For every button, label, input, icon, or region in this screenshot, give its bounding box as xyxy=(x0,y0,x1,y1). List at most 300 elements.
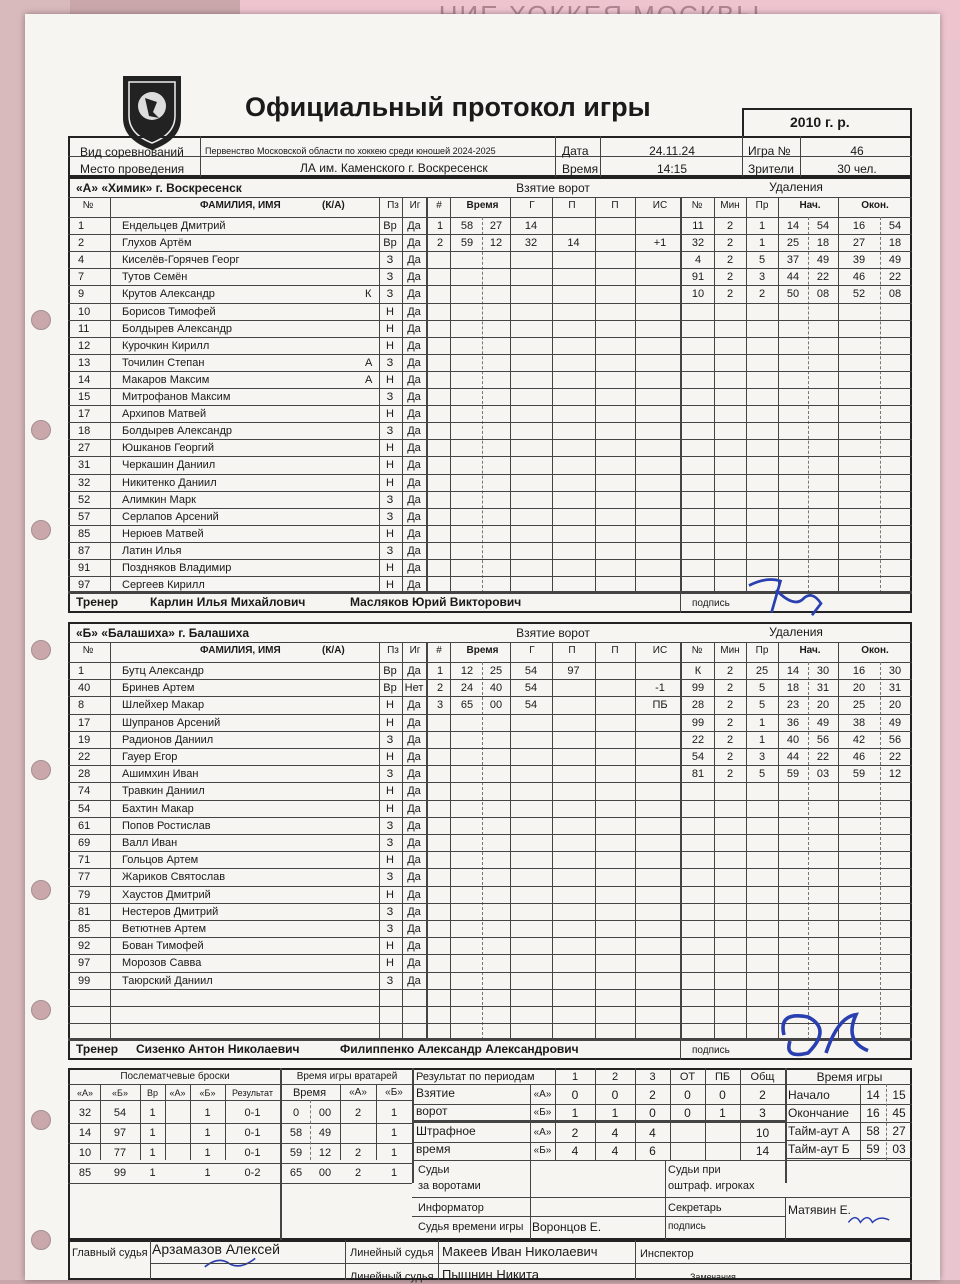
punch-hole xyxy=(31,1000,51,1020)
player-name: Ашимхин Иван xyxy=(122,768,199,781)
shootout-vr: 1 xyxy=(149,1147,156,1159)
goalie-sec: 12 xyxy=(318,1147,332,1159)
penalty-player: 81 xyxy=(691,768,705,781)
team-name-teamB: «Б» «Балашиха» г. Балашиха xyxy=(76,626,250,640)
goal-minute: 24 xyxy=(460,682,474,695)
player-number: 17 xyxy=(78,408,91,421)
player-name: Киселёв-Горячев Георг xyxy=(122,254,240,267)
protocol-sheet xyxy=(25,14,940,1283)
period-row-line xyxy=(412,1142,785,1143)
player-number: 54 xyxy=(78,802,91,815)
timekeeper-label: Судья времени игры xyxy=(418,1221,524,1233)
periods-title: Результат по периодам xyxy=(416,1071,535,1083)
penalty-end-sec: 20 xyxy=(888,699,902,712)
goal-second: 00 xyxy=(489,699,503,712)
period-col: 1 xyxy=(571,1071,579,1083)
goal-assist1: 97 xyxy=(567,665,580,677)
pen-judges-label: Судьи при xyxy=(668,1164,721,1176)
period-col: ОТ xyxy=(679,1071,696,1083)
period-value: 2 xyxy=(571,1126,579,1140)
period-value: 6 xyxy=(649,1144,656,1158)
shootout-col: Вр xyxy=(146,1088,158,1098)
grid-line xyxy=(600,136,601,177)
player-played: Да xyxy=(407,305,421,318)
col-hash-teamB: # xyxy=(436,645,442,656)
competition-label: Вид соревнований xyxy=(80,145,184,159)
player-position: Н xyxy=(386,339,394,352)
player-captain: К xyxy=(365,288,372,301)
grid-line xyxy=(680,1038,681,1060)
sum-line xyxy=(68,1100,412,1101)
punch-hole xyxy=(31,640,51,660)
split xyxy=(426,642,428,1040)
punch-hole xyxy=(31,310,51,330)
penalty-end-min: 39 xyxy=(852,254,866,267)
time-value: 14:15 xyxy=(656,162,688,176)
penalty-minutes: 2 xyxy=(726,288,734,301)
goal-judges-label2: за воротами xyxy=(418,1180,481,1192)
player-number: 85 xyxy=(78,527,91,540)
penalty-reason: 2 xyxy=(758,288,766,301)
player-name: Таюрский Даниил xyxy=(122,974,213,987)
player-name: Митрофанов Максим xyxy=(122,391,231,403)
gt-toa-label: Тайм-аут А xyxy=(788,1124,850,1138)
player-name: Болдырев Александр xyxy=(122,322,233,335)
penalty-start-sec: 03 xyxy=(816,768,830,781)
period-col: 3 xyxy=(649,1071,656,1083)
player-name: Шупранов Арсений xyxy=(122,716,221,729)
teamA-header-line xyxy=(68,197,912,198)
goal-minute: 12 xyxy=(460,665,474,677)
player-position: З xyxy=(386,391,394,403)
shootout-b: 77 xyxy=(113,1147,127,1159)
sum-line xyxy=(68,1084,412,1085)
player-name: Ендельцев Дмитрий xyxy=(122,220,226,232)
grid-line xyxy=(165,1084,166,1160)
penalty-reason: 1 xyxy=(758,237,766,250)
player-number: 69 xyxy=(78,837,91,849)
row-line xyxy=(68,303,912,304)
period-team: «Б» xyxy=(533,1107,552,1118)
penalty-end-sec: 31 xyxy=(888,682,902,695)
player-played: Да xyxy=(407,733,421,746)
goalie-time-col: Время xyxy=(292,1087,327,1099)
gt-line xyxy=(785,1104,912,1105)
player-played: Да xyxy=(407,408,421,421)
row-line xyxy=(68,782,912,783)
goal-minute: 65 xyxy=(460,699,474,712)
penalty-player: 32 xyxy=(691,237,705,250)
player-name: Травкин Даниил xyxy=(122,785,205,798)
pen-label2: время xyxy=(416,1142,451,1156)
secretary-name: Матявин Е. xyxy=(788,1203,851,1217)
player-played: Да xyxy=(407,476,421,489)
player-name: Глухов Артём xyxy=(122,237,192,250)
player-played: Да xyxy=(407,957,421,970)
player-played: Да xyxy=(407,579,421,592)
player-played: Да xyxy=(407,819,421,832)
period-col: ПБ xyxy=(714,1071,731,1083)
player-position: Н xyxy=(386,373,394,386)
player-position: Н xyxy=(386,888,394,901)
player-played: Да xyxy=(407,837,421,849)
period-value: 14 xyxy=(755,1144,770,1158)
penalty-start-sec: 49 xyxy=(816,254,830,267)
player-number: 99 xyxy=(78,974,91,987)
spectators-value: 30 чел. xyxy=(837,162,877,176)
goal-scorer: 32 xyxy=(524,237,538,250)
gt-line xyxy=(785,1158,912,1159)
penalty-start-sec: 20 xyxy=(816,699,830,712)
grid-line xyxy=(552,642,553,1040)
coach-label-teamA: Тренер xyxy=(76,595,119,609)
period-team: «Б» xyxy=(533,1145,552,1156)
player-played: Да xyxy=(407,785,421,798)
gt-start-sec: 15 xyxy=(892,1088,906,1102)
goal-scorer: 54 xyxy=(524,665,538,677)
grid-line xyxy=(595,642,596,1040)
coach2-teamB: Филиппенко Александр Александрович xyxy=(340,1042,579,1056)
player-played: Да xyxy=(407,373,421,386)
period-value: 1 xyxy=(611,1106,619,1120)
player-played: Да xyxy=(407,322,421,335)
informer-label: Информатор xyxy=(418,1202,484,1214)
player-name: Нестеров Дмитрий xyxy=(122,905,219,918)
player-played: Да xyxy=(407,699,421,712)
goal-number: 2 xyxy=(436,682,444,695)
competition-value: Первенство Московской области по хоккею среди юношей 2024-2025 xyxy=(205,146,496,156)
penalty-end-min: 42 xyxy=(852,733,866,746)
shootout-a: 32 xyxy=(78,1107,92,1119)
player-name: Бринев Артем xyxy=(122,682,195,695)
gt-end-min: 16 xyxy=(866,1106,880,1120)
goalie-b: 1 xyxy=(390,1107,398,1119)
shootout-title: Послематчевые броски xyxy=(120,1071,230,1082)
player-number: 40 xyxy=(78,682,91,695)
player-played: Да xyxy=(407,905,421,918)
goalie-min: 65 xyxy=(289,1167,303,1179)
player-position: З xyxy=(386,974,394,987)
period-value: 10 xyxy=(755,1126,770,1140)
row-line xyxy=(68,559,912,560)
gt-toa-min: 58 xyxy=(866,1124,880,1138)
off-line xyxy=(412,1197,912,1198)
player-number: 97 xyxy=(78,579,91,592)
gt-tob-sec: 03 xyxy=(892,1142,906,1156)
shootout-col: «Б» xyxy=(112,1088,128,1098)
sum-row-line xyxy=(68,1143,412,1144)
shootout-col: Результат xyxy=(232,1088,273,1098)
penalty-player: 4 xyxy=(694,254,702,267)
row-line xyxy=(68,439,912,440)
penalty-player: 10 xyxy=(691,288,705,301)
penalty-minutes: 2 xyxy=(726,733,734,746)
player-played: Да xyxy=(407,716,421,729)
goals-title-teamA: Взятие ворот xyxy=(516,181,590,195)
col-pmin-teamA: Мин xyxy=(720,200,740,211)
timekeeper-name: Воронцов Е. xyxy=(532,1220,602,1234)
spectators-label: Зрители xyxy=(748,162,794,176)
penalty-start-sec: 49 xyxy=(816,716,830,729)
penalty-start-min: 50 xyxy=(786,288,800,301)
pen-title-teamA: Удаления xyxy=(769,180,823,194)
player-number: 1 xyxy=(78,220,85,232)
punch-hole xyxy=(31,1110,51,1130)
col-name-teamA: ФАМИЛИЯ, ИМЯ xyxy=(200,200,281,211)
player-position: Н xyxy=(386,699,394,712)
grid-line xyxy=(635,642,636,1040)
player-played: Да xyxy=(407,288,421,301)
player-number: 71 xyxy=(78,854,91,867)
period-team: «А» xyxy=(533,1127,552,1138)
player-captain: А xyxy=(365,356,373,369)
gt-tob-label: Тайм-аут Б xyxy=(788,1142,850,1156)
player-number: 91 xyxy=(78,562,91,574)
grid-line xyxy=(110,642,111,1040)
period-row-line xyxy=(412,1122,785,1123)
player-name: Хаустов Дмитрий xyxy=(122,888,211,901)
penalty-start-min: 59 xyxy=(786,768,800,781)
period-value: 0 xyxy=(684,1106,691,1120)
goal-judges-label: Судьи xyxy=(418,1164,450,1176)
player-position: Н xyxy=(386,802,394,815)
penalty-end-min: 46 xyxy=(852,751,866,763)
penalty-player: 91 xyxy=(691,271,705,284)
player-position: З xyxy=(386,733,394,746)
penalty-start-min: 14 xyxy=(786,665,800,677)
row-line xyxy=(68,525,912,526)
player-number: 15 xyxy=(78,391,91,403)
penalty-start-sec: 22 xyxy=(816,271,830,284)
col-pno-teamB: № xyxy=(691,645,703,656)
shootout-res: 0-1 xyxy=(244,1107,261,1119)
player-number: 32 xyxy=(78,476,91,489)
player-name: Морозов Савва xyxy=(122,957,202,970)
goal-second: 12 xyxy=(489,237,503,250)
player-name: Латин Илья xyxy=(122,544,182,557)
player-name: Бутц Александр xyxy=(122,665,204,677)
player-position: З xyxy=(386,510,394,523)
penalty-start-min: 44 xyxy=(786,751,800,763)
row-line xyxy=(68,251,912,252)
grid-line xyxy=(552,197,553,593)
player-number: 92 xyxy=(78,940,91,953)
grid-line xyxy=(800,136,801,177)
linesman2-name: Пышнин Никита xyxy=(442,1267,539,1282)
col-pmin-teamB: Мин xyxy=(720,645,740,656)
goal-second: 25 xyxy=(489,665,503,677)
penalty-start-min: 40 xyxy=(786,733,800,746)
row-line xyxy=(68,508,912,509)
coach-signature-a-icon xyxy=(740,572,830,617)
period-value: 4 xyxy=(611,1126,619,1140)
player-name: Черкашин Даниил xyxy=(122,459,216,472)
row-line xyxy=(68,748,912,749)
date-label: Дата xyxy=(562,144,589,158)
player-name: Тутов Семён xyxy=(122,271,188,284)
goalie-time-title: Время игры вратарей xyxy=(296,1071,398,1082)
secretary-label: Секретарь xyxy=(668,1202,722,1214)
row-line xyxy=(68,834,912,835)
period-value: 4 xyxy=(571,1144,579,1158)
coach1-teamB: Сизенко Антон Николаевич xyxy=(136,1042,300,1056)
player-position: Н xyxy=(386,322,394,335)
player-name: Валл Иван xyxy=(122,837,178,849)
penalty-start-sec: 18 xyxy=(816,237,830,250)
grid-line xyxy=(785,1197,786,1240)
row-line xyxy=(68,817,912,818)
pen-label: Штрафное xyxy=(416,1124,476,1138)
period-value: 0 xyxy=(649,1106,656,1120)
player-played: Да xyxy=(407,442,421,455)
player-played: Да xyxy=(407,802,421,815)
grid-line xyxy=(860,1084,861,1160)
player-name: Макаров Максим xyxy=(122,373,210,386)
player-number: 81 xyxy=(78,905,91,918)
player-number: 9 xyxy=(78,288,85,301)
penalty-start-min: 18 xyxy=(786,682,800,695)
player-played: Да xyxy=(407,768,421,781)
penalty-start-min: 44 xyxy=(786,271,800,284)
player-number: 11 xyxy=(78,322,90,335)
period-value: 2 xyxy=(759,1088,766,1102)
shootout-a: 14 xyxy=(78,1127,92,1139)
goal-scorer: 14 xyxy=(524,220,538,232)
shootout-a: 10 xyxy=(78,1147,92,1159)
shootout-vr: 1 xyxy=(149,1127,156,1139)
col-pnach-teamA: Нач. xyxy=(799,200,821,211)
player-number: 74 xyxy=(78,785,91,798)
player-number: 10 xyxy=(78,305,91,318)
col-g-teamB: Г xyxy=(529,645,535,656)
split xyxy=(412,1068,414,1183)
col-p2-teamA: П xyxy=(611,200,619,211)
grid-line xyxy=(450,642,451,1040)
penalty-end-sec: 56 xyxy=(888,733,902,746)
sum-line xyxy=(412,1084,912,1085)
goal-situation: +1 xyxy=(653,237,667,250)
split xyxy=(426,197,428,593)
col-ig-teamA: Иг xyxy=(409,200,421,211)
penalty-start-sec: 54 xyxy=(816,220,830,232)
player-name: Болдырев Александр xyxy=(122,425,233,438)
player-position: Н xyxy=(386,854,394,867)
col-p1-teamB: П xyxy=(568,645,576,656)
penalty-start-min: 23 xyxy=(786,699,800,712)
penalty-end-sec: 12 xyxy=(888,768,902,781)
penalty-start-sec: 30 xyxy=(816,665,830,677)
shootout-v: 1 xyxy=(204,1167,211,1179)
penalty-end-sec: 49 xyxy=(888,254,902,267)
penalty-reason: 1 xyxy=(758,716,766,729)
player-played: Нет xyxy=(404,682,424,695)
split xyxy=(785,1068,787,1183)
penalty-reason: 3 xyxy=(758,751,766,763)
penalty-player: К xyxy=(694,665,702,677)
shootout-a: 85 xyxy=(78,1167,92,1179)
player-name: Алимкин Марк xyxy=(122,493,196,506)
grid-line xyxy=(635,1240,636,1280)
goal-situation: ПБ xyxy=(652,699,668,712)
col-pokon-teamA: Окон. xyxy=(861,200,889,211)
player-played: Да xyxy=(407,665,421,677)
coach-label-teamB: Тренер xyxy=(76,1042,119,1056)
linesman1-name: Макеев Иван Николаевич xyxy=(442,1244,598,1259)
row-line xyxy=(68,989,912,990)
player-name: Борисов Тимофей xyxy=(122,305,216,318)
time-label: Время xyxy=(562,162,599,176)
col-pz-teamB: Пз xyxy=(387,645,399,656)
period-value: 0 xyxy=(684,1088,691,1102)
row-line xyxy=(68,354,912,355)
penalty-minutes: 2 xyxy=(726,237,734,250)
game-value: 46 xyxy=(850,144,864,158)
row-line xyxy=(68,851,912,852)
grid-line xyxy=(665,1197,666,1240)
penalty-start-min: 14 xyxy=(786,220,800,232)
player-name: Нерюев Матвей xyxy=(122,527,204,540)
player-position: З xyxy=(386,905,394,918)
grid-line xyxy=(200,136,201,177)
penalty-reason: 25 xyxy=(755,665,769,677)
goal-scorer: 54 xyxy=(524,682,538,695)
player-number: 18 xyxy=(78,425,91,438)
player-number: 14 xyxy=(78,373,91,386)
goalie-sec: 00 xyxy=(318,1107,332,1119)
goalie-sec: 00 xyxy=(318,1167,332,1179)
col-g-teamA: Г xyxy=(529,200,535,211)
row-line xyxy=(68,320,912,321)
goal-scorer: 54 xyxy=(524,699,538,712)
player-position: Вр xyxy=(383,237,397,250)
teamB-colhead-line xyxy=(68,662,912,663)
grid-line xyxy=(110,197,111,593)
inspector-label: Инспектор xyxy=(640,1248,694,1260)
player-name: Ветютнев Артем xyxy=(122,923,207,935)
player-position: З xyxy=(386,768,394,781)
sign-label-teamA: подпись xyxy=(692,598,730,609)
year-label: 2010 г. р. xyxy=(790,114,850,130)
player-name: Курочкин Кирилл xyxy=(122,339,210,352)
penalty-end-min: 46 xyxy=(852,271,866,284)
game-label: Игра № xyxy=(748,144,791,158)
off-line xyxy=(412,1216,785,1217)
row-line xyxy=(68,371,912,372)
player-number: 22 xyxy=(78,751,91,763)
player-position: З xyxy=(386,271,394,284)
goalie-a: 2 xyxy=(354,1167,362,1179)
grid-line xyxy=(510,197,511,593)
goal-minute: 58 xyxy=(460,220,474,232)
shootout-col: «А» xyxy=(169,1088,186,1098)
grid-line xyxy=(595,197,596,593)
player-position: З xyxy=(386,837,394,849)
period-row-line xyxy=(412,1104,785,1105)
player-played: Да xyxy=(407,923,421,935)
player-position: Н xyxy=(386,751,394,763)
period-value: 1 xyxy=(571,1106,579,1120)
goalie-b: 1 xyxy=(390,1127,398,1139)
goals-label2: ворот xyxy=(416,1104,448,1118)
grid-line xyxy=(742,136,743,177)
col-no-teamA: № xyxy=(82,200,94,211)
penalty-start-min: 37 xyxy=(786,254,800,267)
punch-hole xyxy=(31,760,51,780)
player-position: Н xyxy=(386,527,394,540)
row-line xyxy=(68,388,912,389)
off-line xyxy=(412,1160,912,1161)
row-line xyxy=(68,285,912,286)
